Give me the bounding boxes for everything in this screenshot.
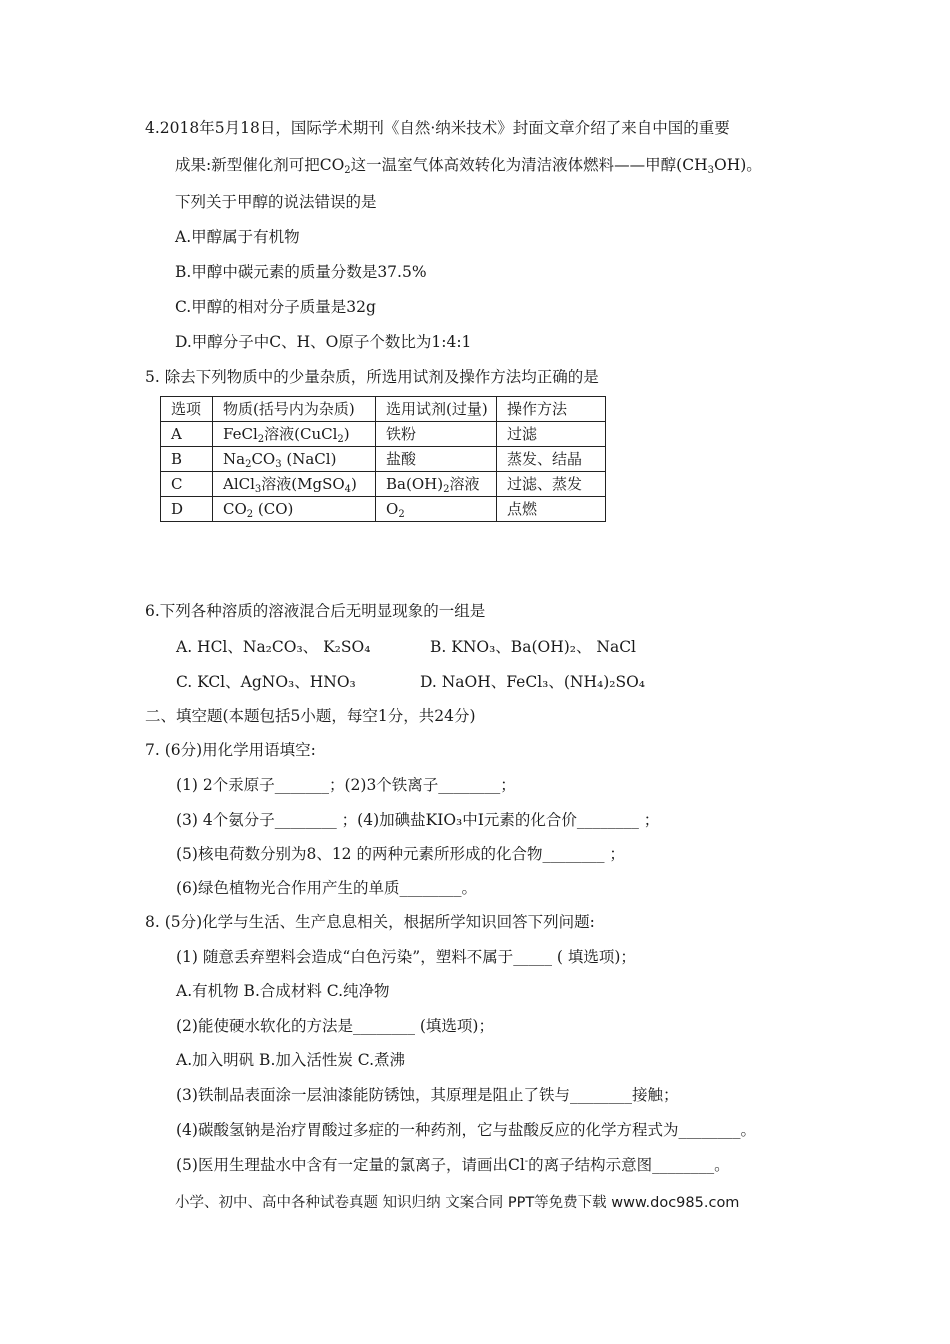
q5-stem: 5. 除去下列物质中的少量杂质，所选用试剂及操作方法均正确的是	[145, 368, 599, 386]
table-cell-substance: AlCl$_3$溶液(MgSO$_4$)	[213, 472, 376, 497]
table-cell-method: 过滤、蒸发	[497, 472, 606, 497]
q6-option-d: D. NaOH、FeCl₃、(NH₄)₂SO₄	[420, 673, 646, 691]
table-cell-substance: $Na_2CO_3$ (NaCl)	[213, 447, 376, 472]
q8-item-1-options: A.有机物 B.合成材料 C.纯净物	[176, 982, 390, 1000]
q5-table	[160, 396, 606, 522]
q8-item-5: (5)医用生理盐水中含有一定量的氯离子，请画出Cl-的离子结构示意图________。	[176, 1156, 730, 1174]
section-heading: 二、填空题(本题包括5小题，每空1分，共24分)	[145, 707, 476, 725]
table-cell-method: 过滤	[497, 422, 606, 447]
table-cell-method: 蒸发、结晶	[497, 447, 606, 472]
page-footer: 小学、初中、高中各种试卷真题 知识归纳 文案合同 PPT等免费下载 www.doc985.com	[175, 1195, 740, 1211]
q4-option-b: B.甲醇中碳元素的质量分数是37.5%	[175, 263, 427, 281]
q8-item-4: (4)碳酸氢钠是治疗胃酸过多症的一种药剂，它与盐酸反应的化学方程式为________。	[176, 1121, 756, 1139]
table-cell-reagent: $Ba(OH)_2$溶液	[376, 472, 497, 497]
q6-option-a: A. HCl、Na₂CO₃、 K₂SO₄	[176, 638, 371, 656]
table-cell-reagent: $O_2$	[376, 497, 497, 522]
table-cell-option: B	[161, 447, 213, 472]
q7-item-3: (5)核电荷数分别为8、12 的两种元素所形成的化合物________ ；	[176, 845, 625, 863]
q7-item-2: (3) 4个氨分子________ ；(4)加碘盐KIO₃中I元素的化合价________ ；	[176, 811, 660, 829]
table-cell-reagent: 盐酸	[376, 447, 497, 472]
q7-stem: 7. (6分)用化学用语填空:	[145, 741, 316, 759]
q6-stem: 6.下列各种溶质的溶液混合后无明显现象的一组是	[145, 602, 486, 620]
q4-option-c: C.甲醇的相对分子质量是32g	[175, 298, 376, 316]
q4-line2: 成果:新型催化剂可把$CO_2$这一温室气体高效转化为清洁液体燃料——甲醇$(CH_3OH)$。	[175, 156, 762, 176]
q8-item-2-options: A.加入明矾 B.加入活性炭 C.煮沸	[176, 1051, 406, 1069]
table-header-cell: 选用试剂(过量)	[376, 397, 497, 422]
table-row	[161, 422, 606, 447]
table-cell-option: C	[161, 472, 213, 497]
q8-item-2: (2)能使硬水软化的方法是________ (填选项)；	[176, 1017, 494, 1035]
table-row	[161, 472, 606, 497]
table-row	[161, 447, 606, 472]
table-header-cell: 选项	[161, 397, 213, 422]
q7-item-1: (1) 2个汞原子_______；(2)3个铁离子________；	[176, 776, 516, 794]
q4-option-a: A.甲醇属于有机物	[175, 228, 300, 246]
table-cell-reagent: 铁粉	[376, 422, 497, 447]
table-header-cell: 操作方法	[497, 397, 606, 422]
table-cell-substance: FeCl$_2$溶液(CuCl$_2$)	[213, 422, 376, 447]
table-cell-option: A	[161, 422, 213, 447]
q4-stem: 下列关于甲醇的说法错误的是	[175, 193, 377, 211]
q6-option-b: B. KNO₃、Ba(OH)₂、 NaCl	[430, 638, 637, 656]
q8-stem: 8. (5分)化学与生活、生产息息相关，根据所学知识回答下列问题:	[145, 913, 595, 931]
q7-item-4: (6)绿色植物光合作用产生的单质________。	[176, 879, 477, 897]
q4-line1: 4.2018年5月18日，国际学术期刊《自然·纳米技术》封面文章介绍了来自中国的重要	[145, 119, 730, 137]
table-row	[161, 497, 606, 522]
q6-option-c: C. KCl、AgNO₃、HNO₃	[176, 673, 356, 691]
table-cell-option: D	[161, 497, 213, 522]
table-header-row	[161, 397, 606, 422]
table-cell-method: 点燃	[497, 497, 606, 522]
table-header-cell: 物质(括号内为杂质)	[213, 397, 376, 422]
q8-item-3: (3)铁制品表面涂一层油漆能防锈蚀，其原理是阻止了铁与________接触；	[176, 1086, 679, 1104]
q8-item-1: (1) 随意丢弃塑料会造成“白色污染”，塑料不属于_____ ( 填选项)；	[176, 948, 636, 966]
table-cell-substance: $CO_2$ (CO)	[213, 497, 376, 522]
q4-option-d: D.甲醇分子中C、H、O原子个数比为1:4:1	[175, 333, 472, 351]
